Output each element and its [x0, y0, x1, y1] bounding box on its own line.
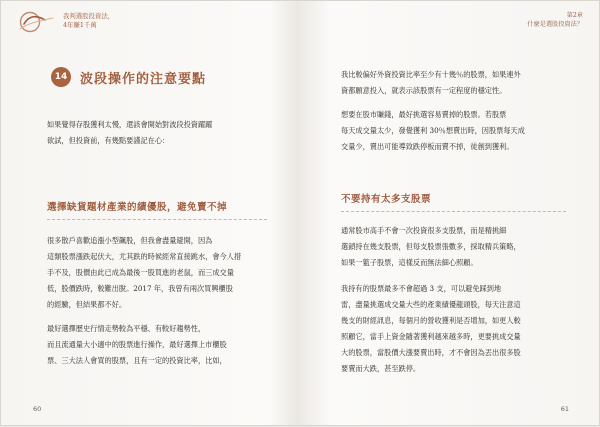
header-book-title-line2: 4年賺1千萬: [63, 21, 97, 29]
page-number-left: 60: [33, 405, 42, 413]
section-title: [51, 67, 206, 87]
right-paragraph-2: [341, 107, 525, 155]
text-line: 的經驗，但結果都不好。: [47, 300, 127, 309]
header-chapter-title: 什麼是選股投資法？: [527, 21, 583, 28]
text-line: 想要在股市賺錢，最好挑選容易賣掉的股票。若股票: [341, 110, 507, 119]
right-paragraph-3: [341, 223, 521, 271]
subheading-divider: [341, 211, 566, 212]
text-line: 交量少，賣出可能導致跌停板而賣不掉，徒創到獲利。: [341, 142, 514, 151]
running-header-left: [17, 9, 114, 35]
book-logo-icon: [17, 9, 57, 35]
right-subheading: 不要持有太多支股票: [341, 194, 432, 205]
section-number-badge: 14: [51, 67, 71, 87]
subheading-divider: [47, 219, 267, 220]
left-paragraph-2: [47, 321, 227, 369]
text-line: 最好選擇歷史行情走勢較為平穩、有較好趨勢性，: [47, 324, 206, 333]
text-line: 這類股票漲跌起伏大，尤其跌的時候經常直接跳水，會今人措: [47, 252, 242, 261]
right-paragraph-4: [341, 281, 521, 377]
text-line: 選鎖持在幾支股票，但每支股票張數多，採取精兵策略，: [341, 242, 521, 251]
intro-paragraph: [47, 117, 212, 149]
text-line: 如果覺得存股獲利太慢，還該會開始對波段投資躍躍: [47, 120, 213, 129]
text-line: 票、三大法人會買的股票，且有一定的投資比率，比如，: [47, 356, 227, 365]
text-line: 要賣而大跌，甚至跌停。: [341, 364, 421, 373]
text-line: 手不及，股價由此已成為最後一股買進的老鼠，而三成交量: [47, 268, 234, 277]
text-line: 低，股價跌時，較難出脫。2017 年，我曾有兩次買興櫃股: [47, 284, 233, 293]
header-book-title-line1: 我判選股投資法，: [63, 12, 115, 20]
right-paragraph-1: [341, 67, 521, 99]
section-heading: 波段操作的注意要點: [80, 71, 207, 87]
text-line: 我持有的股票最多不會超過 3 支，可以避免踩到地: [341, 284, 502, 293]
text-line: 很多散戶喜歡追漲小型飆股，但我會盡量避開，因為: [47, 236, 213, 245]
text-line: 如果一籃子股票，這樣反而無法細心照顧。: [341, 258, 478, 267]
text-line: 通常股市高手不會一次投資很多支股票，而是精挑細: [341, 226, 507, 235]
text-line: 幾支的財經訊息，每個月的營收獲利是否增加，如更人較: [341, 316, 521, 325]
page-number-right: 61: [560, 405, 569, 413]
text-line: 我比較偏好外資投資比率至少有十幾％的股票，如果連外: [341, 70, 521, 79]
left-subheading: 選擇缺貨題材產業的績優股，避免賣不掉: [47, 202, 228, 213]
header-chapter: 第2章: [566, 12, 583, 19]
text-line: 資都願意投入，就表示該股票有一定程度的穩定性。: [341, 86, 507, 95]
text-line: 雷，盡量挑選成交量大些的產業績優龍頭股，每天注意這: [341, 300, 521, 309]
text-line: 照顧它，當手上資金隨著獲利越來越多時，更要挑成交量: [341, 332, 521, 341]
text-line: 大的股票，當股價大漲要賣出時，才不會因為丟出很多股: [341, 348, 521, 357]
right-page: [301, 1, 600, 427]
text-line: 而且流通量大小適中的股票進行操作，最好選擇上市櫃股: [47, 340, 227, 349]
left-paragraph-1: [47, 233, 241, 313]
left-page: [1, 1, 301, 427]
running-header-right: [527, 11, 583, 29]
text-line: 欲試，但投資前，有幾點要謹記在心：: [47, 136, 170, 145]
text-line: 每天成交量太少，發覺獲利 30％想賣出時，因股票每天成: [341, 126, 525, 135]
